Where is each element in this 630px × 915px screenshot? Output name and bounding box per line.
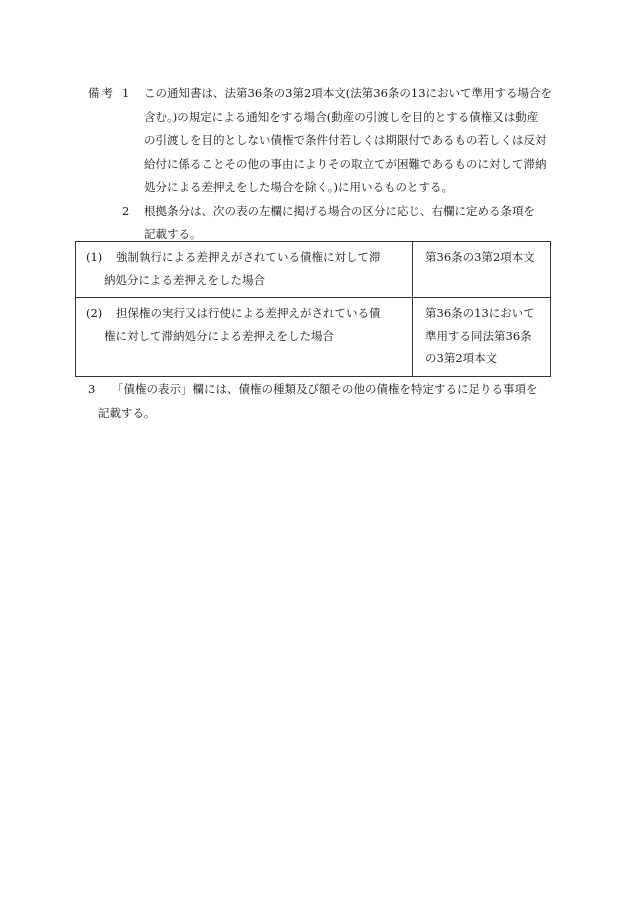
remark-line: 記載する。: [98, 405, 156, 420]
table-row: [76, 298, 551, 377]
case-text: 担保権の実行又は行使による差押えがされている債: [116, 306, 381, 320]
article-line: 準用する同法第36条: [425, 328, 532, 343]
remark-line: この通知書は、法第36条の3第2項本文(法第36条の13において準用する場合を: [144, 86, 553, 100]
case-line: 納処分による差押えをした場合: [104, 272, 265, 287]
article-cell: [413, 242, 551, 298]
case-line: [86, 246, 404, 269]
remark-number-3: 3: [88, 382, 96, 396]
remark-text-1: [130, 82, 558, 200]
remarks-section: [88, 82, 558, 247]
remark-number-2: 2: [122, 203, 130, 218]
article-cell: [413, 298, 551, 377]
remark-number-1: 1: [122, 86, 130, 100]
remark-text-3: [88, 378, 553, 425]
case-number: (1): [86, 250, 103, 264]
article-line: 第36条の13において: [425, 306, 535, 320]
remarks-heading: 備考: [88, 86, 115, 100]
remark-text-2: [130, 200, 558, 247]
remark-item-3: [88, 378, 553, 425]
article-line: の3第2項本文: [425, 351, 498, 365]
case-text: 強制執行による差押えがされている債権に対して滞: [116, 250, 381, 264]
remark-line: 「債権の表示」欄には、債権の種類及び額その他の債権を特定するに足りる事項を: [112, 382, 538, 396]
case-line: [86, 302, 404, 325]
remark-line: 給付に係ることその他の事由によりその取立てが困難であるものに対して滞納: [144, 156, 547, 171]
remark-line: の引渡しを目的としない債権で条件付若しくは期限付であるもの若しくは反対: [144, 133, 547, 147]
remark-line: 含む。)の規定による通知をする場合(動産の引渡しを目的とする債権又は動産: [144, 109, 539, 124]
remark-item-1: [122, 82, 558, 200]
table-row: [76, 242, 551, 298]
remark-line: 根拠条分は、次の表の左欄に掲げる場合の区分に応じ、右欄に定める条項を: [144, 203, 535, 218]
case-cell: [76, 298, 413, 377]
remark-line: 処分による差押えをした場合を除く。)に用いるものとする。: [144, 180, 454, 194]
remark-item-2: [122, 200, 558, 247]
article-line: 第36条の3第2項本文: [425, 250, 535, 264]
case-line: 権に対して滞納処分による差押えをした場合: [104, 328, 334, 343]
case-cell: [76, 242, 413, 298]
basis-article-table: [75, 241, 551, 377]
remark-line: 記載する。: [144, 227, 202, 241]
case-number: (2): [86, 306, 103, 320]
